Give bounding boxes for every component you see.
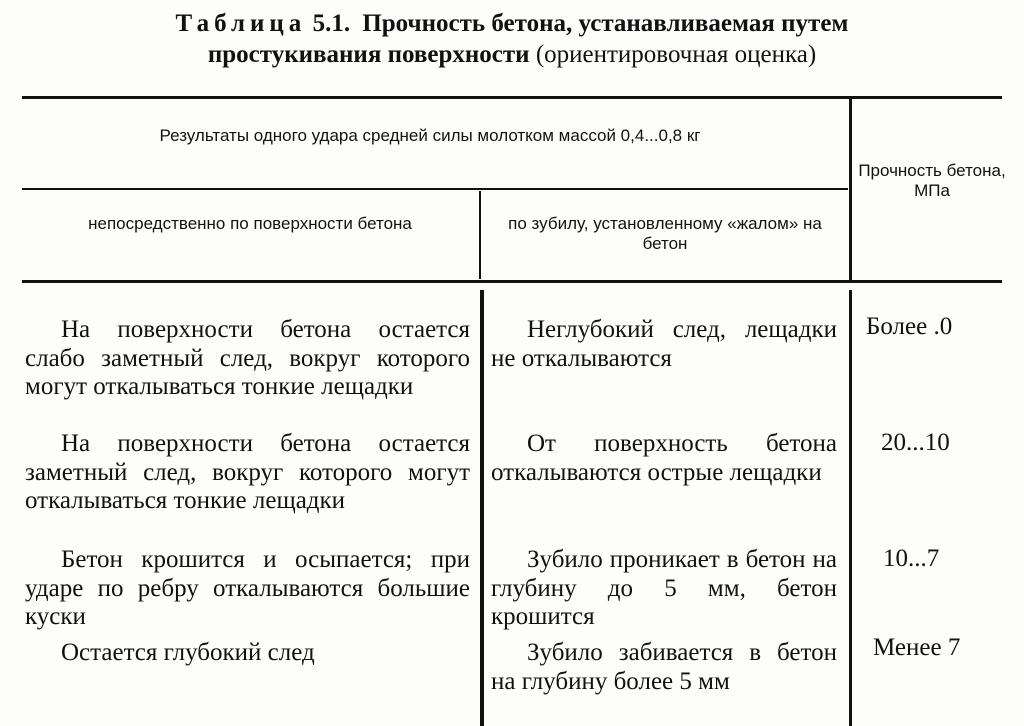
rule-header-bottom — [22, 280, 1002, 283]
rule-vertical-subheader — [479, 191, 481, 279]
cell-text: Бетон крошится и осыпается; при ударе по ребру откалываются большие куски — [25, 546, 470, 630]
cell-text: Зубило проникает в бетон на глубину до 5 мм, бетон крошится — [491, 546, 837, 630]
table-row-1-chisel — [491, 316, 837, 373]
table-caption — [0, 8, 1024, 70]
table-row-1-strength: Более .0 — [866, 313, 953, 340]
rule-header-split — [22, 188, 848, 190]
table-row-2-direct — [25, 430, 470, 516]
header-span-title: Результаты одного удара средней силы молотком массой 0,4...0,8 кг — [159, 126, 701, 145]
cell-text: Зубило забивается в бетон на глубину более 5 мм — [491, 639, 837, 695]
cell-text: На поверхности бетона остается слабо заметный след, вокруг которого могут откалываться тонкие лещадки — [25, 316, 470, 400]
cell-text: Остается глубокий след — [61, 639, 315, 666]
rule-top — [22, 96, 1002, 99]
header-col-strength: Прочность бетона, МПа — [858, 161, 1006, 200]
table-row-2-strength: 20...10 — [881, 429, 950, 456]
rule-vertical-strength-header — [849, 99, 852, 280]
caption-line-1 — [0, 8, 1024, 39]
caption-number: 5.1. — [312, 10, 351, 37]
table-row-4-chisel — [491, 639, 837, 696]
cell-text: На поверхности бетона остается заметный след, вокруг которого могут откалываться тонкие лещадки — [25, 430, 470, 514]
table-row-3-strength: 10...7 — [883, 545, 940, 572]
table-row-3-chisel — [491, 546, 837, 632]
caption-label: Таблица — [175, 10, 307, 37]
table-row-4-direct — [25, 639, 470, 668]
table-row-4-strength: Менее 7 — [873, 634, 961, 661]
table-row-2-chisel — [491, 430, 837, 487]
header-col-chisel: по зубилу, установленному «жалом» на бетон — [508, 214, 822, 253]
table-row-3-direct — [25, 546, 470, 632]
cell-text: Неглубокий след, лещадки не откалываются — [491, 316, 837, 372]
header-col-direct: непосредственно по поверхности бетона — [88, 214, 412, 233]
caption-title-line-1: Прочность бетона, устанавливаемая путем — [362, 10, 849, 37]
caption-line-2 — [0, 39, 1024, 70]
caption-title-line-2: простукивания поверхности — [207, 41, 530, 68]
rule-vertical-body-right — [849, 290, 852, 726]
rule-vertical-body-left — [480, 290, 484, 726]
table-row-1-direct — [25, 316, 470, 402]
caption-title-paren: (ориентировочная оценка) — [535, 41, 817, 68]
cell-text: От поверхность бетона откалываются острые лещадки — [491, 430, 837, 486]
